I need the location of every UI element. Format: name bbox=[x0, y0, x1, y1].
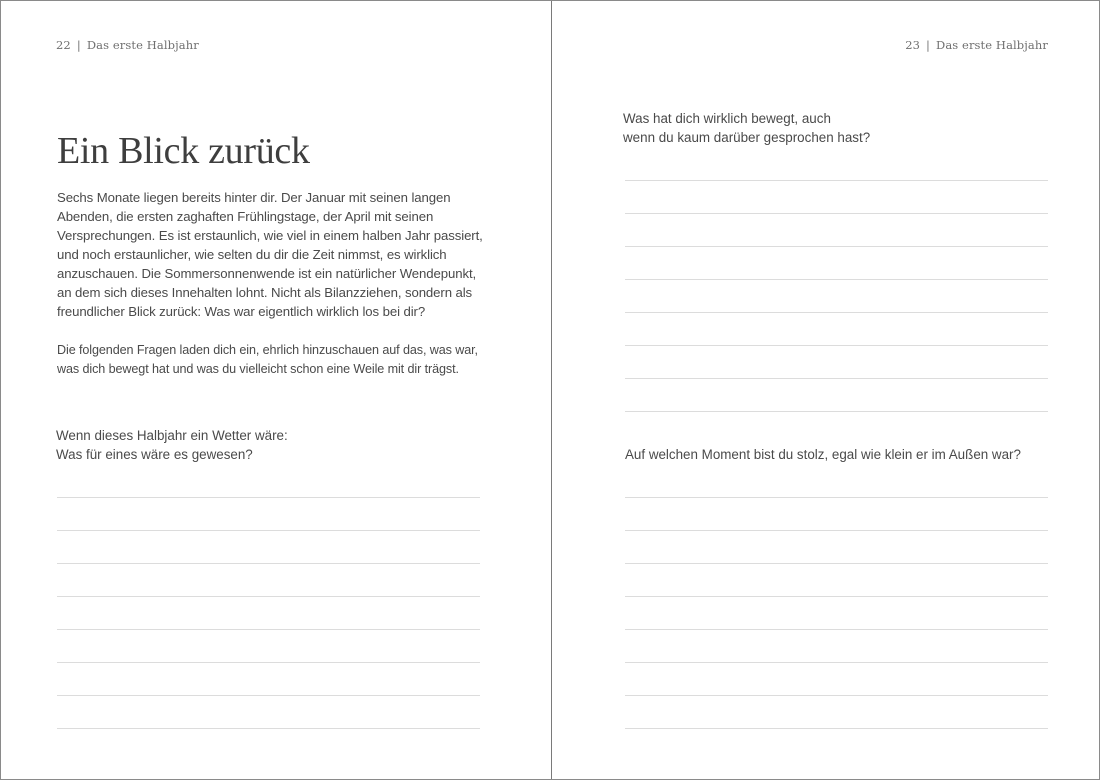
answer-lines-moved bbox=[625, 180, 1048, 420]
question-weather-line-2: Was für eines wäre es gewesen? bbox=[56, 447, 253, 462]
intro-paragraph-2: Die folgenden Fragen laden dich ein, ehrlich hinzuschauen auf das, was war, was dich bewegt hat und was du vielleicht schon eine Weile mit dir trägst. bbox=[57, 343, 478, 376]
section-title-right: Das erste Halbjahr bbox=[936, 38, 1048, 52]
answer-line bbox=[57, 596, 480, 597]
answer-line bbox=[625, 378, 1048, 379]
answer-line bbox=[625, 180, 1048, 181]
answer-line bbox=[57, 563, 480, 564]
question-weather-line-1: Wenn dieses Halbjahr ein Wetter wäre: bbox=[56, 428, 288, 443]
answer-line bbox=[625, 629, 1048, 630]
section-title-left: Das erste Halbjahr bbox=[86, 38, 199, 52]
answer-line bbox=[57, 629, 480, 630]
page-number-right: 23 bbox=[905, 38, 921, 52]
answer-line bbox=[57, 728, 480, 729]
question-moved bbox=[623, 109, 1043, 147]
running-head-separator: | bbox=[76, 38, 81, 52]
intro-paragraph: Sechs Monate liegen bereits hinter dir. Der Januar mit seinen langen Abenden, die ersten zaghaften Frühlingstage, der April mit seinen Versprechungen. Es ist erstaunlich, wie viel in einem halben Jahr passiert, und noch erstaunlicher, wie selten du dir die Zeit nimmst, es wirklich anzuschauen. Die Sommersonnenwende ist ein natürlicher Wendepunkt, an dem sich dieses Innehalten lohnt. Nicht als Bilanzziehen, sondern als freundlicher Blick zurück: Was war eigentlich wirklich los bei dir? bbox=[57, 190, 483, 319]
question-proud: Auf welchen Moment bist du stolz, egal wie klein er im Außen war? bbox=[625, 447, 1021, 462]
answer-lines-proud bbox=[625, 497, 1048, 737]
running-head-separator: | bbox=[926, 38, 931, 52]
right-page bbox=[552, 1, 1100, 779]
answer-line bbox=[625, 213, 1048, 214]
page-number-left: 22 bbox=[56, 38, 71, 52]
answer-line bbox=[625, 411, 1048, 412]
running-head-right bbox=[905, 38, 1048, 52]
answer-line bbox=[57, 695, 480, 696]
answer-line bbox=[57, 662, 480, 663]
answer-line bbox=[625, 728, 1048, 729]
answer-lines-weather bbox=[57, 497, 480, 737]
answer-line bbox=[625, 246, 1048, 247]
answer-line bbox=[625, 279, 1048, 280]
left-page bbox=[1, 1, 551, 779]
answer-line bbox=[625, 497, 1048, 498]
answer-line bbox=[625, 596, 1048, 597]
question-moved-line-1: Was hat dich wirklich bewegt, auch bbox=[623, 111, 831, 126]
page-title: Ein Blick zurück bbox=[57, 130, 310, 172]
question-moved-line-2: wenn du kaum darüber gesprochen hast? bbox=[623, 130, 871, 145]
answer-line bbox=[625, 312, 1048, 313]
answer-line bbox=[625, 662, 1048, 663]
answer-line bbox=[57, 497, 480, 498]
answer-line bbox=[625, 345, 1048, 346]
answer-line bbox=[625, 530, 1048, 531]
answer-line bbox=[625, 563, 1048, 564]
question-weather bbox=[56, 426, 486, 464]
answer-line bbox=[625, 695, 1048, 696]
running-head-left bbox=[56, 38, 199, 52]
answer-line bbox=[57, 530, 480, 531]
